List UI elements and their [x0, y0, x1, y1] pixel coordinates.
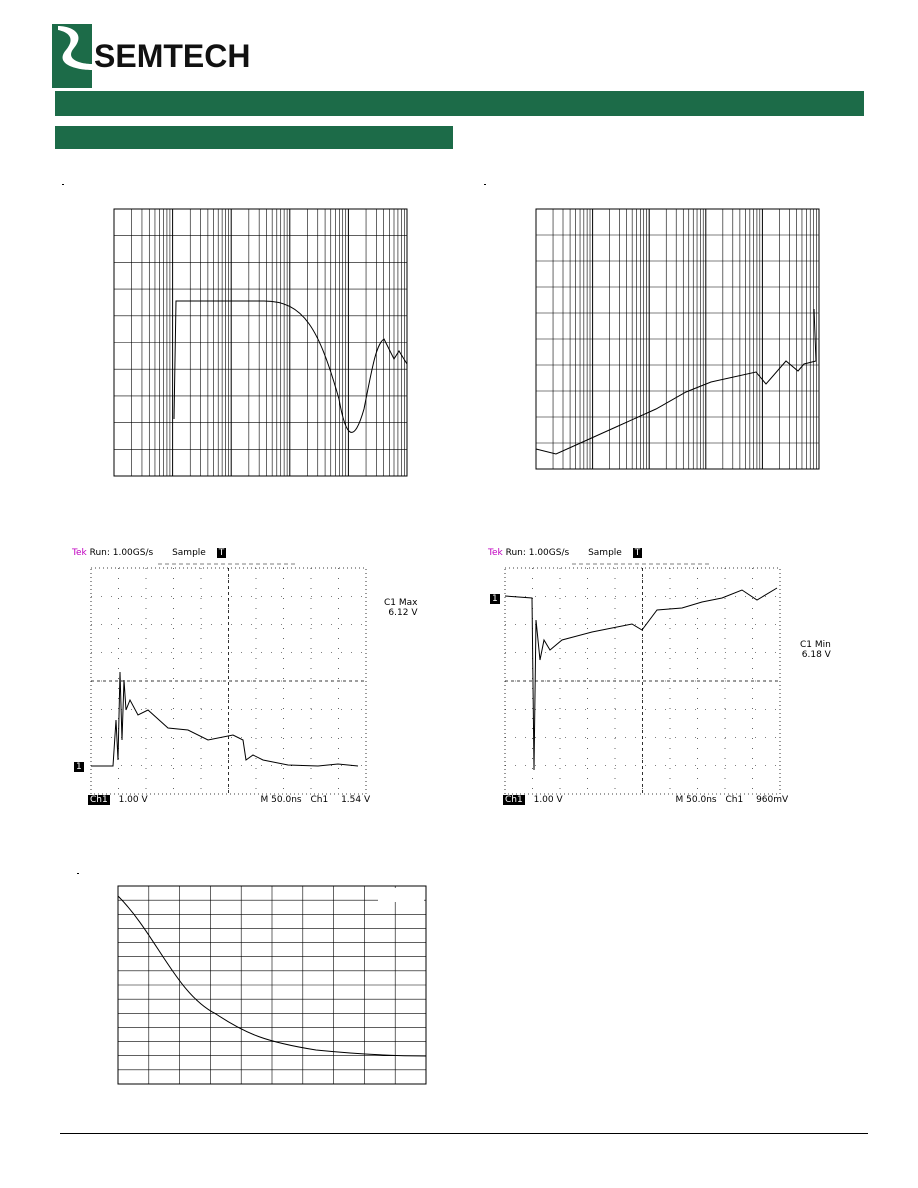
marker-value: 6.18 V — [801, 650, 831, 660]
ground-marker: 1 — [76, 762, 82, 772]
timebase: M 50.0ns — [260, 795, 302, 805]
mode-label: Sample — [172, 548, 206, 558]
marker-label: C1 Min — [800, 640, 831, 650]
section-title-bar — [55, 126, 453, 149]
timebase: M 50.0ns — [675, 795, 717, 805]
scope-left-marker — [384, 598, 417, 618]
tek-label: Tek — [72, 548, 87, 558]
panel-mark-right — [484, 184, 486, 185]
curve — [174, 301, 407, 432]
trigger-channel: Ch1 — [310, 795, 329, 805]
run-label: Run: 1.00GS/s — [89, 548, 154, 558]
panel-mark-left — [62, 184, 64, 185]
channel-scale: 1.00 V — [533, 795, 563, 805]
footer-rule — [60, 1133, 868, 1134]
trigger-channel: Ch1 — [725, 795, 744, 805]
scope-trace — [91, 672, 358, 766]
log-plot-right — [528, 205, 823, 473]
scope-right-marker — [800, 640, 831, 660]
legend-box — [378, 888, 424, 902]
trigger-level: 1.54 V — [341, 795, 371, 805]
scope-trace — [505, 588, 777, 770]
trig-badge: T — [218, 548, 225, 558]
semtech-s-emblem-icon — [52, 24, 96, 88]
marker-value: 6.12 V — [388, 608, 418, 618]
semtech-logo — [52, 24, 322, 88]
header-bar — [55, 91, 864, 116]
trig-badge: T — [634, 548, 641, 558]
marker-label: C1 Max — [384, 598, 418, 608]
scope-left-screen — [88, 560, 378, 805]
trigger-level: 960mV — [756, 795, 789, 805]
linear-plot-bottom — [116, 884, 428, 1086]
channel-scale: 1.00 V — [118, 795, 148, 805]
brand-name: SEMTECH — [94, 38, 251, 74]
scope-left-footer — [88, 795, 378, 805]
scope-right-screen — [502, 560, 792, 805]
scope-right-footer — [503, 795, 793, 805]
ground-marker: 1 — [492, 594, 498, 604]
channel-label: Ch1 — [90, 795, 108, 805]
channel-label: Ch1 — [505, 795, 523, 805]
run-label: Run: 1.00GS/s — [505, 548, 570, 558]
tek-label: Tek — [488, 548, 503, 558]
log-plot-left — [106, 205, 411, 480]
mode-label: Sample — [588, 548, 622, 558]
panel-mark-bottom — [77, 873, 79, 874]
